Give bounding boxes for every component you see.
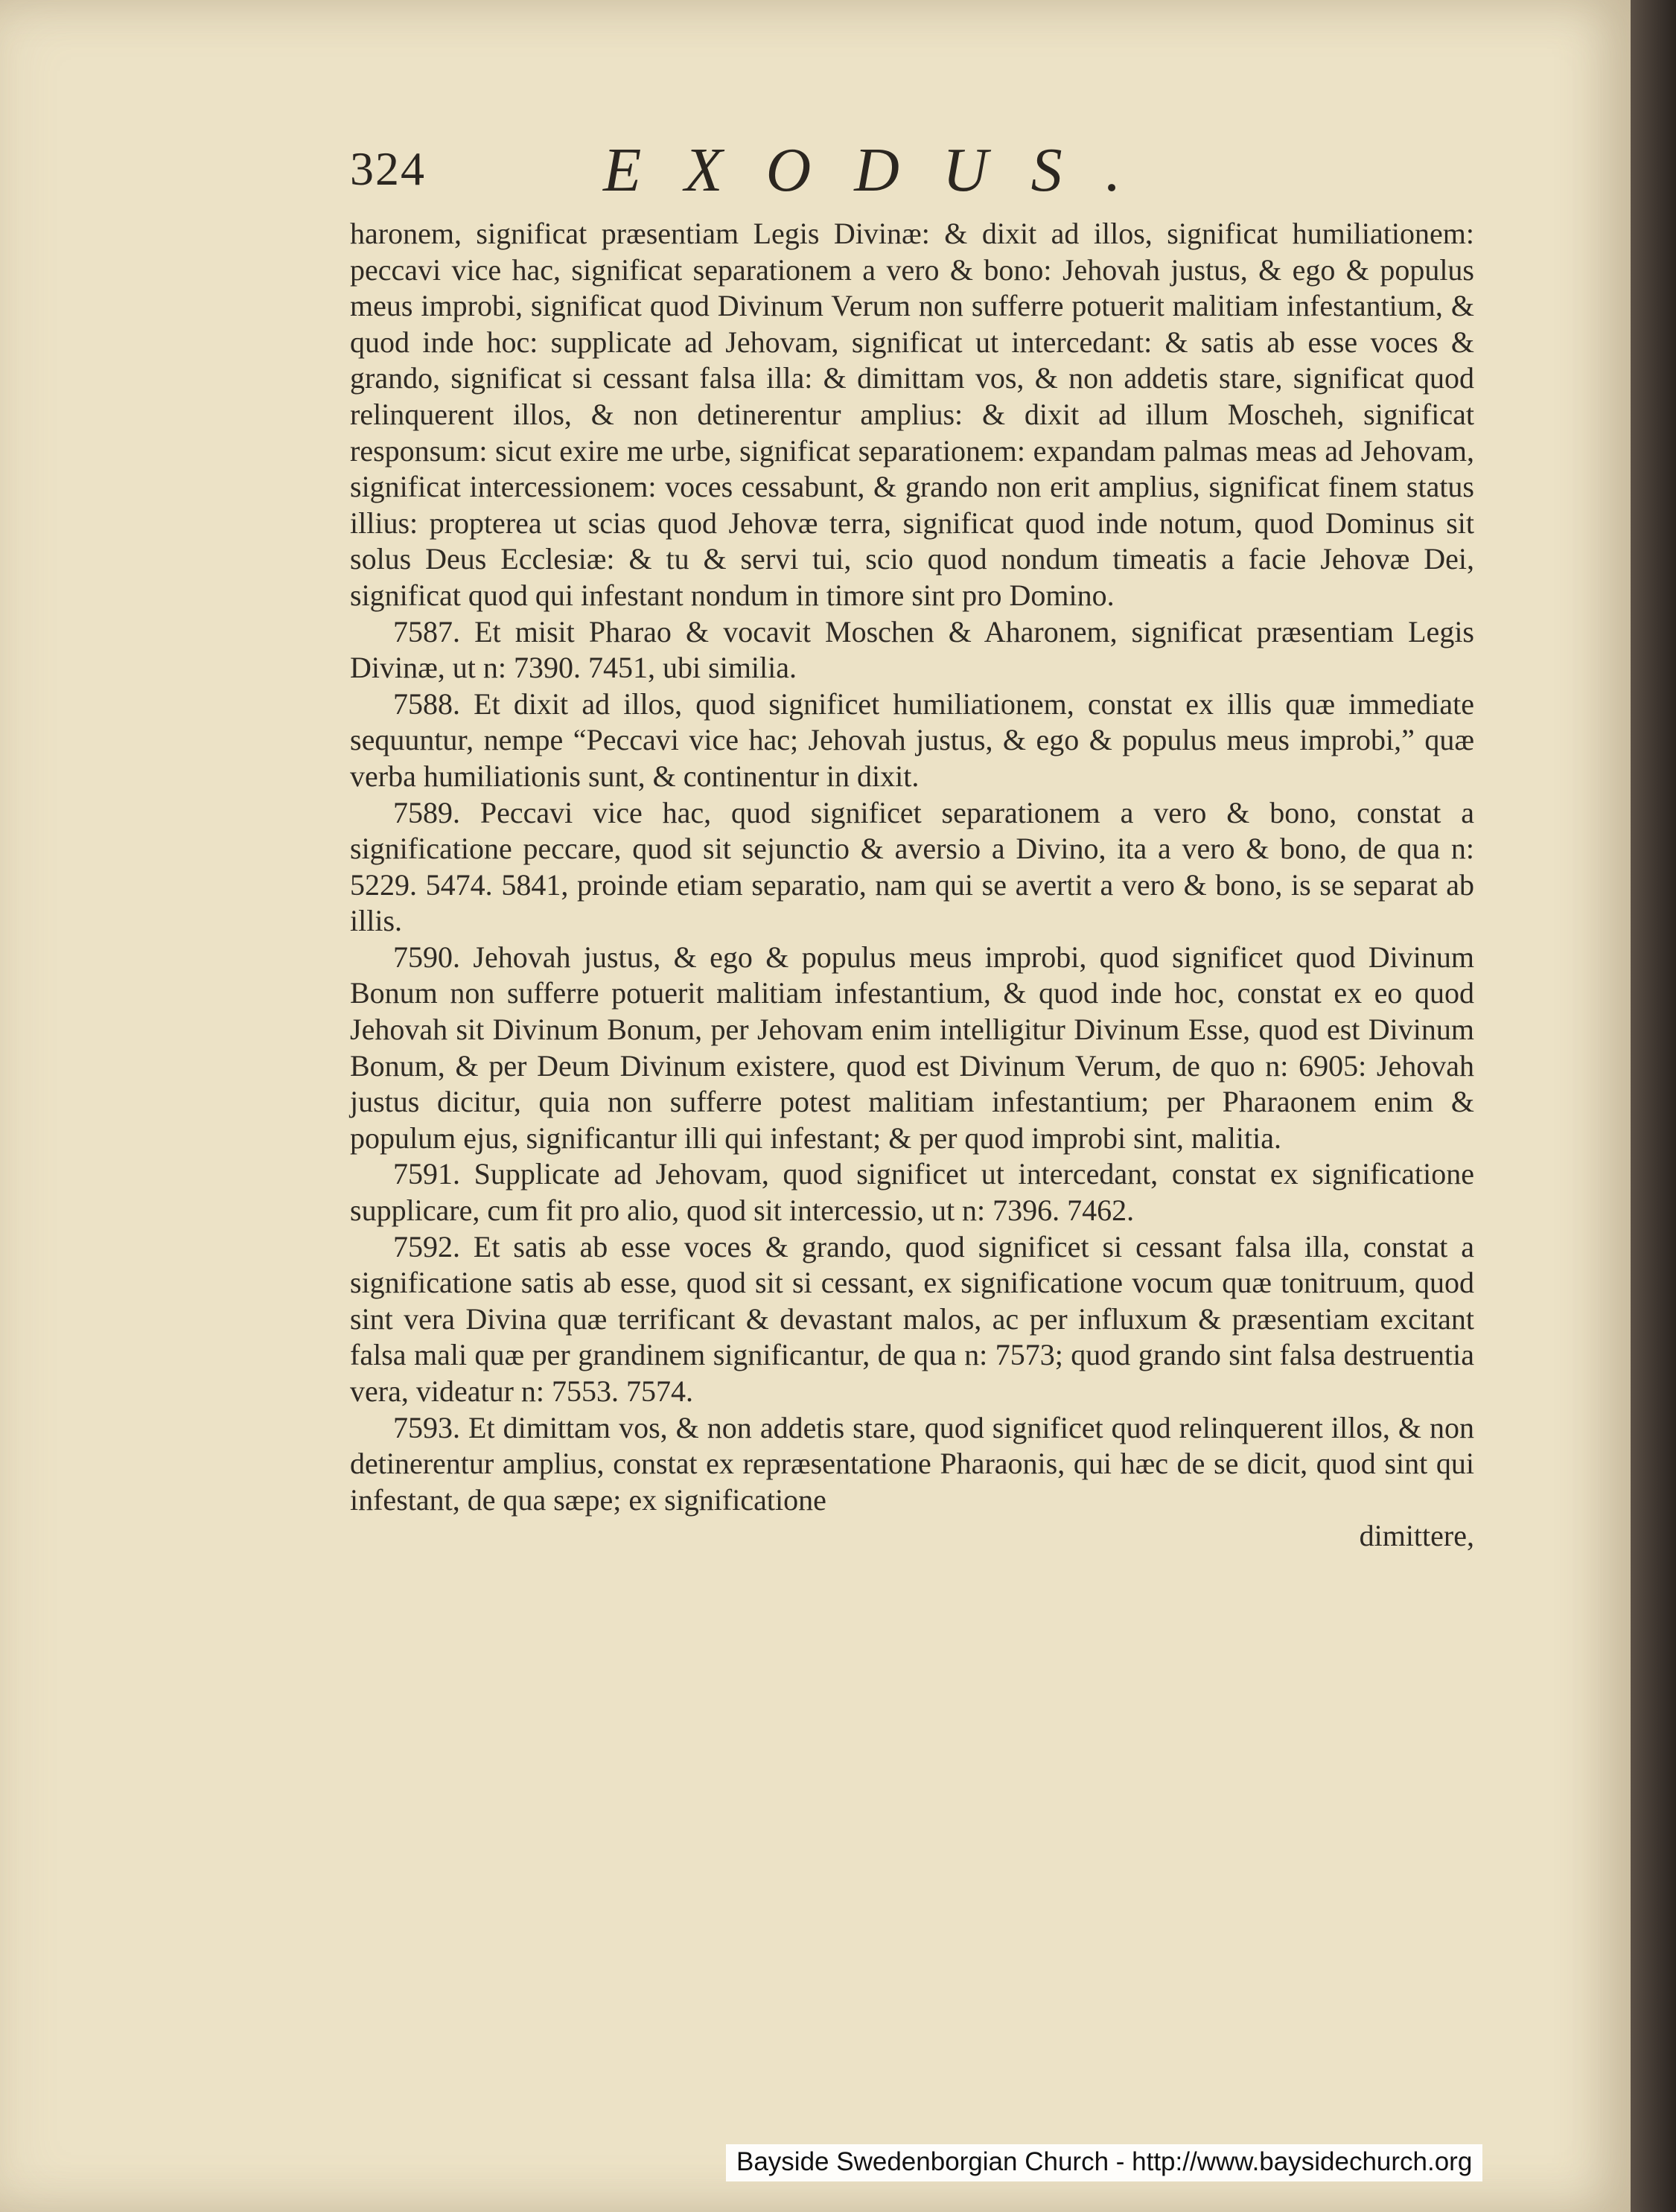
paragraph-7593: 7593. Et dimittam vos, & non addetis stare, quod significet quod relinquerent illos, & non detinerentur amplius, constat ex repræsentatione Pharaonis, qui hæc de se dicit, quod sint qui infestant, de qua sæpe; ex significatione [350, 1410, 1474, 1517]
paragraph-7589: 7589. Peccavi vice hac, quod significet separationem a vero & bono, constat a significatione peccare, quod sit sejunctio & aversio a Divino, ita a vero & bono, de qua n: 5229. 5474. 5841, proinde etiam separatio, nam qui se avertit a vero & bono, is se separat ab illis. [350, 795, 1474, 938]
body-text [350, 216, 1474, 1555]
running-title: EXODUS. [603, 136, 1164, 205]
catchword: dimittere, [1359, 1519, 1474, 1553]
paragraph-7591: 7591. Supplicate ad Jehovam, quod significet ut intercedant, constat ex significatione supplicare, cum fit pro alio, quod sit intercessio, ut n: 7396. 7462. [350, 1157, 1474, 1228]
book-spine-shadow [1631, 0, 1676, 2212]
page-number: 324 [350, 142, 426, 195]
paragraph-7588: 7588. Et dixit ad illos, quod significet humiliationem, constat ex illis quæ immediate sequuntur, nempe “Peccavi vice hac; Jehovah justus, & ego & populus meus improbi,” quæ verba humiliationis sunt, & continentur in dixit. [350, 686, 1474, 793]
paragraph-7587: 7587. Et misit Pharao & vocavit Moschen & Aharonem, significat præsentiam Legis Divinæ, ut n: 7390. 7451, ubi similia. [350, 614, 1474, 685]
paragraph-continued: haronem, significat præsentiam Legis Divinæ: & dixit ad illos, significat humiliationem: peccavi vice hac, significat separationem a vero & bono: Jehovah justus, & ego & populus meus improbi, significat quod Divinum Verum non sufferre potuerit malitiam infestantium, & quod inde hoc: supplicate ad Jehovam, significat ut intercedant: & satis ab esse voces & grando, significat si cessant falsa illa: & dimittam vos, & non addetis stare, significat quod relinquerent illos, & non detinerentur amplius: & dixit ad illum Moscheh, significat responsum: sicut exire me urbe, significat separationem: expandam palmas meas ad Jehovam, significat intercessionem: voces cessabunt, & grando non erit amplius, significat finem status illius: propterea ut scias quod Jehovæ terra, significat quod inde notum, quod Dominus sit solus Deus Ecclesiæ: & tu & servi tui, scio quod nondum timeatis a facie Jehovæ Dei, significat quod qui infestant nondum in timore sint pro Domino. [350, 217, 1474, 612]
watermark-credit: Bayside Swedenborgian Church - http://www.baysidechurch.org [726, 2144, 1482, 2181]
page-header [350, 134, 1489, 216]
paragraph-7592: 7592. Et satis ab esse voces & grando, quod significet si cessant falsa illa, constat a significatione satis ab esse, quod sit si cessant, ex significatione vocum quæ tonitruum, quod sint vera Divina quæ terrificant & devastant malos, ac per influxum & præsentiam excitant falsa mali quæ per grandinem significantur, de qua n: 7573; quod grando sint falsa destruentia vera, videatur n: 7553. 7574. [350, 1229, 1474, 1408]
paragraph-7590: 7590. Jehovah justus, & ego & populus meus improbi, quod significet quod Divinum Bonum non sufferre potuerit malitiam infestantium, & quod inde hoc, constat ex eo quod Jehovah sit Divinum Bonum, per Jehovam enim intelligitur Divinum Esse, quod est Divinum Bonum, & per Deum Divinum existere, quod est Divinum Verum, de quo n: 6905: Jehovah justus dicitur, quia non sufferre potest malitiam infestantium; per Pharaonem enim & populum ejus, significantur illi qui infestant; & per quod improbi sint, malitia. [350, 940, 1474, 1155]
